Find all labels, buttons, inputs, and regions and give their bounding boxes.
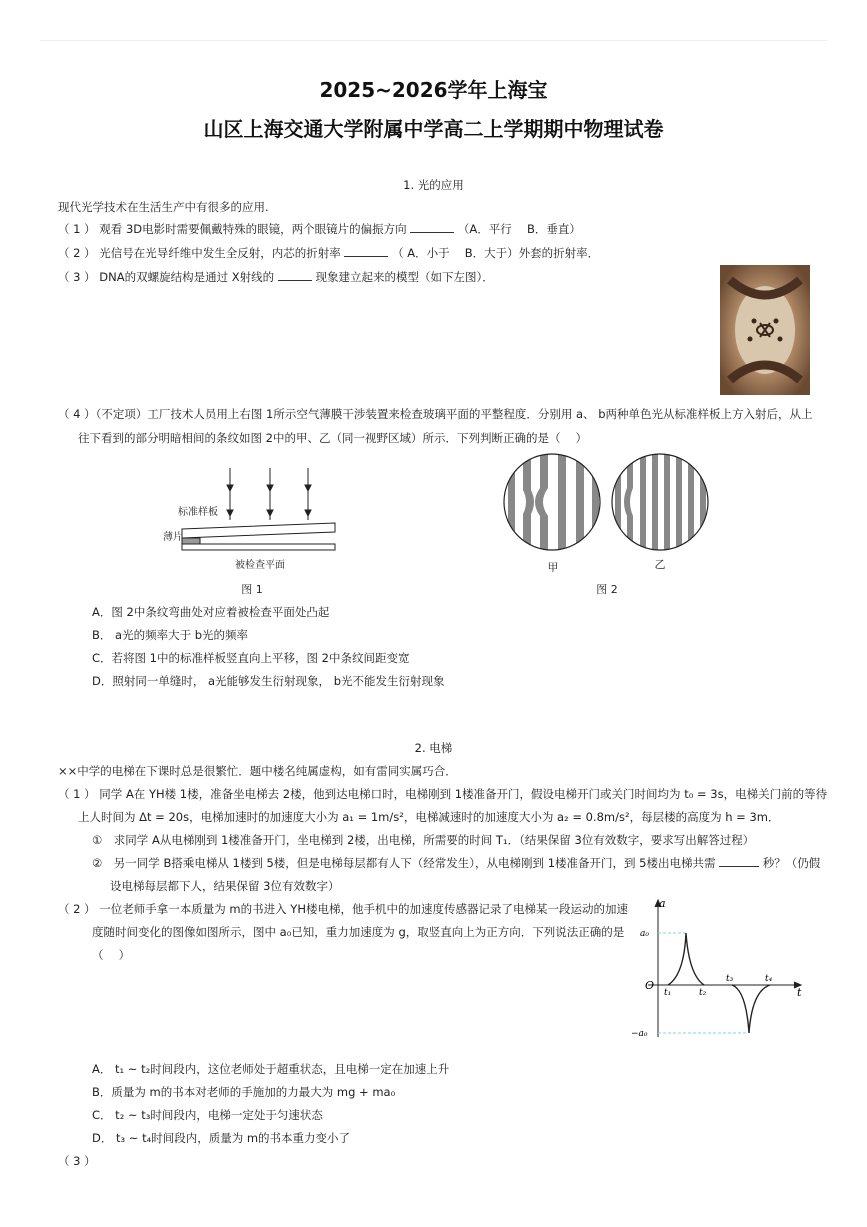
q1-part1 — [58, 221, 581, 237]
graph-pos-a0: a₀ — [640, 929, 649, 939]
graph-x-label: t — [797, 986, 802, 999]
q2-part2-line1: （ 2 ） 一位老师手拿一本质量为 m的书进入 YH楼电梯，他手机中的加速度传感器记录了电梯某一段运动的加速 — [58, 902, 628, 916]
fig2-label-jia: 甲 — [547, 561, 559, 574]
fig2-label-yi: 乙 — [654, 558, 666, 571]
q2-part1-sub2-line2: 设电梯每层都下人，结果保留 3位有效数字） — [110, 879, 340, 893]
q1-part3-text-end: 现象建立起来的模型（如下左图）． — [315, 270, 494, 284]
graph-neg-a0: −a₀ — [631, 1029, 648, 1039]
q1-part3 — [58, 269, 494, 285]
q1-part1-text: （ 1 ） 观看 3D电影时需要佩戴特殊的眼镜，两个眼镜片的偏振方向 — [58, 222, 407, 236]
acceleration-time-graph — [628, 895, 808, 1045]
q1-part2-choices: （ A．小于 B．大于）外套的折射率． — [392, 246, 600, 260]
graph-t4: t₄ — [765, 974, 773, 984]
q1-option-d[interactable]: D．照射同一单缝时， a光能够发生衍射现象， b光不能发生衍射现象 — [92, 674, 445, 688]
q2-option-b[interactable]: B．质量为 m的书本对老师的手施加的力最大为 mg + ma₀ — [92, 1085, 396, 1099]
page-title-line1: 2025~2026学年上海宝 — [319, 78, 548, 102]
q1-option-a[interactable]: A．图 2中条纹弯曲处对应着被检查平面处凸起 — [92, 605, 330, 619]
graph-t2: t₂ — [699, 988, 707, 998]
q1-part4-line1: （ 4 ）（不定项）工厂技术人员用上右图 1所示空气薄膜干涉装置来检查玻璃平面的平整程度．分别用 a、 b两种单色光从标准样板上方入射后，从上 — [58, 407, 813, 421]
q2-part2-line3: （ ） — [92, 948, 131, 962]
top-divider — [40, 40, 827, 41]
q2-part1-sub2-text: ② 另一同学 B搭乘电梯从 1楼到 5楼，但是电梯每层都有人下（经常发生），从电梯刚到 1楼准备开门，到 5楼出电梯共需 — [92, 856, 716, 870]
fig1-caption: 图 1 — [241, 583, 263, 596]
q2-part1-line1: （ 1 ） 同学 A在 YH楼 1楼，准备坐电梯去 2楼，他到达电梯口时，电梯刚到 1楼准备开门，假设电梯开门或关门时间均为 t₀ = 3s，电梯关门前的等待 — [58, 787, 828, 801]
page-title-line2: 山区上海交通大学附属中学高二上学期期中物理试卷 — [203, 117, 664, 141]
q1-intro: 现代光学技术在生活生产中有很多的应用. — [58, 200, 269, 214]
q1-part3-text: （ 3 ） DNA的双螺旋结构是通过 X射线的 — [58, 270, 275, 284]
answer-blank[interactable] — [719, 855, 759, 867]
q2-option-c[interactable]: C． t₂ ~ t₃时间段内，电梯一定处于匀速状态 — [92, 1108, 323, 1122]
answer-blank[interactable] — [278, 269, 312, 281]
graph-origin: O — [645, 979, 655, 992]
q2-option-d[interactable]: D． t₃ ~ t₄时间段内，质量为 m的书本重力变小了 — [92, 1131, 351, 1145]
q2-part1-sub2-end: 秒？（仍假 — [762, 856, 821, 870]
q1-part4-line2: 往下看到的部分明暗相间的条纹如图 2中的甲、乙（同一视野区域）所示．下列判断正确的是（ ） — [78, 431, 588, 445]
graph-t3: t₃ — [726, 974, 734, 984]
q2-part1-sub1: ① 求同学 A从电梯刚到 1楼准备开门，坐电梯到 2楼，出电梯，所需要的时间 T₁．（结果保留 3位有效数字，要求写出解答过程） — [92, 833, 755, 847]
fig1-label-shim: 薄片 — [163, 532, 183, 543]
q2-part1-line2: 上人时间为 Δt = 20s，电梯加速时的加速度大小为 a₁ = 1m/s²，电梯减速时的加速度大小为 a₂ = 0.8m/s²，每层楼的高度为 h = 3m． — [78, 810, 780, 824]
q1-part2 — [58, 245, 599, 261]
dna-xray-image — [720, 265, 810, 395]
q2-part1-sub2 — [92, 855, 820, 871]
fig1-label-standard-plate: 标准样板 — [178, 507, 218, 518]
section-heading-1: 1. 光的应用 — [403, 178, 464, 192]
q2-part2-line2: 度随时间变化的图像如图所示，图中 a₀已知，重力加速度为 g，取竖直向上为正方向．下列说法正确的是 — [92, 925, 625, 939]
graph-y-label: a — [659, 897, 666, 910]
q1-part2-text: （ 2 ） 光信号在光导纤维中发生全反射，内芯的折射率 — [58, 246, 341, 260]
q2-option-a[interactable]: A． t₁ ~ t₂时间段内，这位老师处于超重状态，且电梯一定在加速上升 — [92, 1062, 450, 1076]
answer-blank[interactable] — [344, 245, 388, 257]
section-heading-2: 2. 电梯 — [414, 741, 453, 755]
fig2-caption: 图 2 — [596, 583, 618, 596]
figure-2-fringes — [500, 452, 715, 557]
q1-option-c[interactable]: C．若将图 1中的标准样板竖直向上平移，图 2中条纹间距变宽 — [92, 651, 410, 665]
answer-blank[interactable] — [410, 221, 454, 233]
graph-t1: t₁ — [664, 988, 672, 998]
fig1-label-test-surface: 被检查平面 — [235, 560, 285, 571]
q1-part1-choices: （A．平行 B．垂直） — [457, 222, 581, 236]
q1-option-b[interactable]: B． a光的频率大于 b光的频率 — [92, 628, 249, 642]
q2-part3: （ 3 ） — [58, 1154, 96, 1168]
q2-intro: ××中学的电梯在下课时总是很繁忙．题中楼名纯属虚构，如有雷同实属巧合． — [58, 764, 457, 778]
